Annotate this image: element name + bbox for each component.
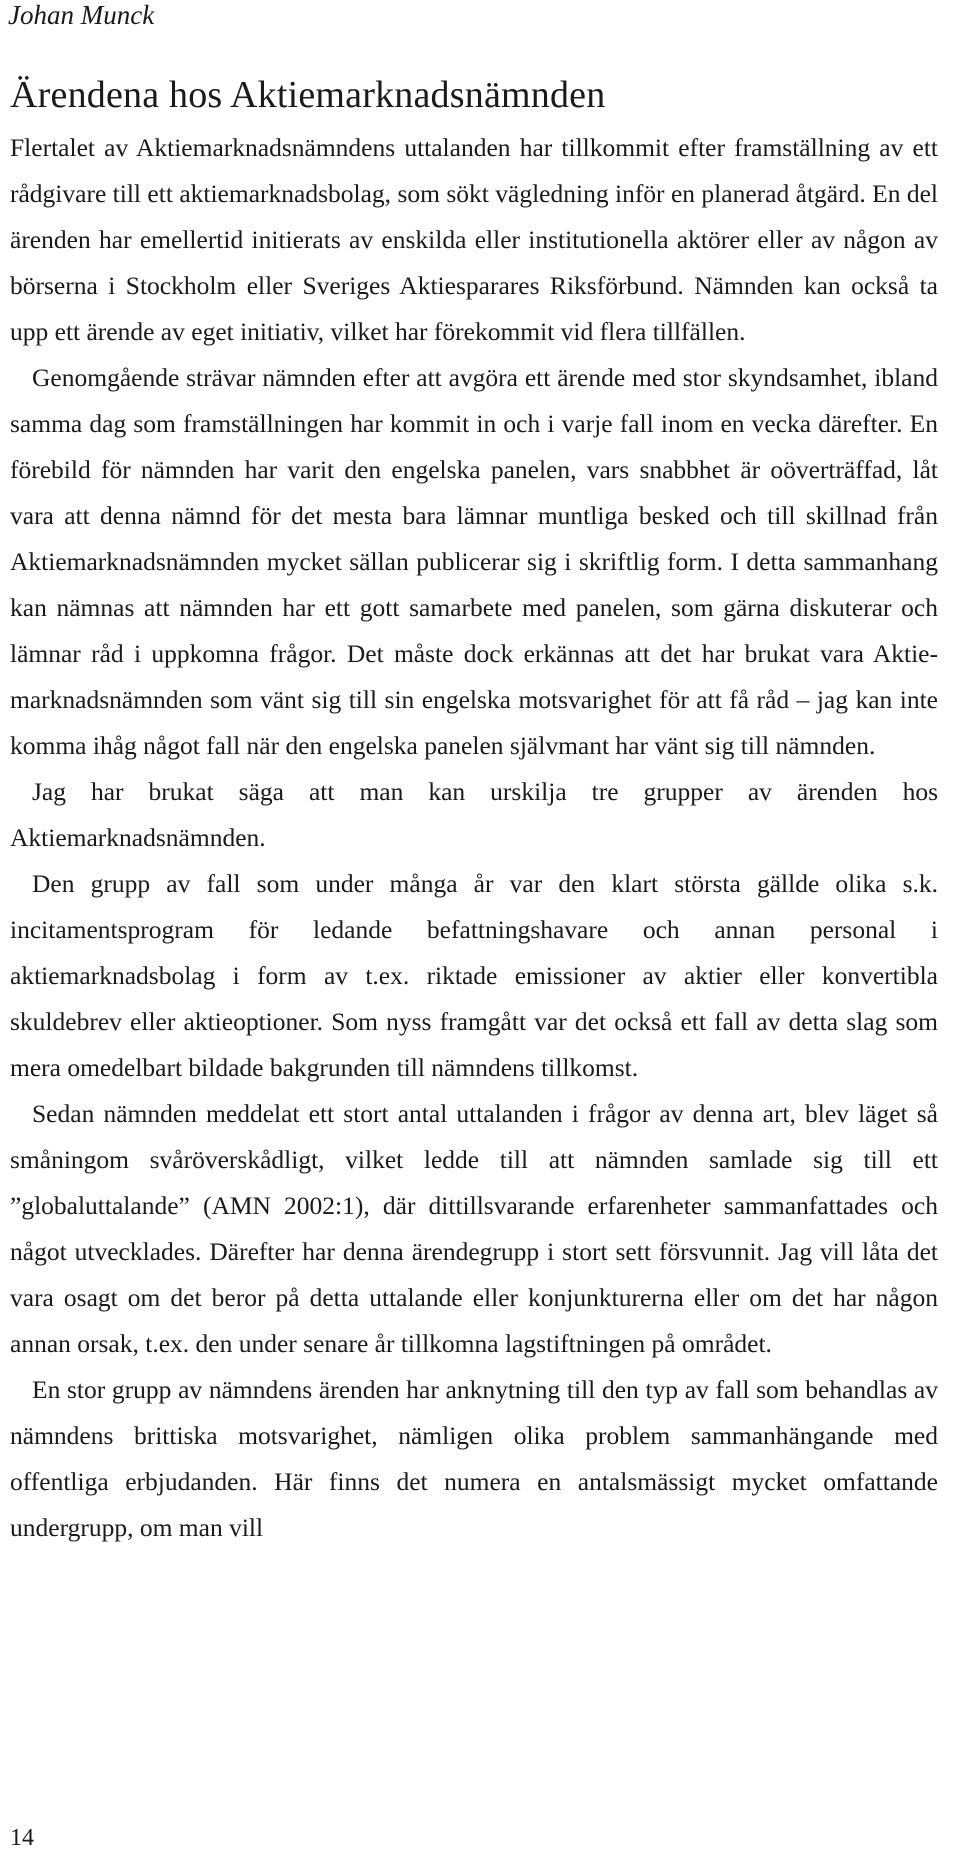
section-heading: Ärendena hos Aktiemarknadsnämnden <box>10 74 606 116</box>
paragraph: Sedan nämnden meddelat ett stort antal uttalanden i frågor av denna art, blev läget så småningom svåröverskådligt, vilket ledde till att nämnden samlade sig till ett ”globaluttalande” (AMN 2002:1), där dittillsvarande erfarenheter sammanfattades och något utvecklades. Därefter har denna ärendegrupp i stort sett försvunnit. Jag vill låta det vara osagt om det beror på detta uttalande eller konjunkturerna eller om det har någon annan orsak, t.ex. den under senare år tillkomna lagstiftningen på området. <box>10 1099 938 1358</box>
body-text <box>10 125 938 1551</box>
paragraph: Flertalet av Aktiemarknadsnämndens uttalanden har tillkommit efter framställning av ett rådgivare till ett aktiemarknadsbolag, som sökt vägledning inför en planerad åtgärd. En del ärenden har emellertid initierats av enskilda eller institutionella aktörer eller av någon av börserna i Stockholm eller Sveriges Aktiesparares Riksförbund. Nämnden kan också ta upp ett ärende av eget initiativ, vilket har förekommit vid flera tillfällen. <box>10 133 938 346</box>
page-number: 14 <box>10 1825 34 1851</box>
paragraph: Jag har brukat säga att man kan urskilja tre grupper av ärenden hos Aktiemarknadsnämnden. <box>10 777 938 852</box>
running-header-author: Johan Munck <box>8 0 155 30</box>
paragraph: Den grupp av fall som under många år var den klart största gällde olika s.k. incitamentsprogram för ledande befattningshavare och annan personal i aktiemarknadsbolag i form av t.ex. riktade emissioner av aktier eller konvertibla skuldebrev eller aktieoptioner. Som nyss framgått var det också ett fall av detta slag som mera omedelbart bildade bakgrunden till nämndens tillkomst. <box>10 869 938 1082</box>
paragraph: En stor grupp av nämndens ärenden har anknytning till den typ av fall som behandlas av nämndens brittiska motsvarighet, nämligen olika problem sammanhängande med offentliga erbjudanden. Här finns det numera en antalsmässigt mycket omfattande undergrupp, om man vill <box>10 1375 938 1542</box>
paragraph: Genomgående strävar nämnden efter att avgöra ett ärende med stor skyndsamhet, ibland samma dag som framställningen har kommit in och i varje fall inom en vecka därefter. En förebild för nämnden har varit den engelska panelen, vars snabbhet är oöverträffad, låt vara att denna nämnd för det mesta bara lämnar muntliga besked och till skillnad från Aktiemarknadsnämnden mycket sällan publicerar sig i skriftlig form. I detta sammanhang kan nämnas att nämnden har ett gott samarbete med panelen, som gärna diskuterar och lämnar råd i uppkomna frågor. Det måste dock erkännas att det har brukat vara Aktiemarknadsnämnden som vänt sig till sin engelska motsvarighet för att få råd – jag kan inte komma ihåg något fall när den engelska panelen självmant har vänt sig till nämnden. <box>10 363 938 760</box>
